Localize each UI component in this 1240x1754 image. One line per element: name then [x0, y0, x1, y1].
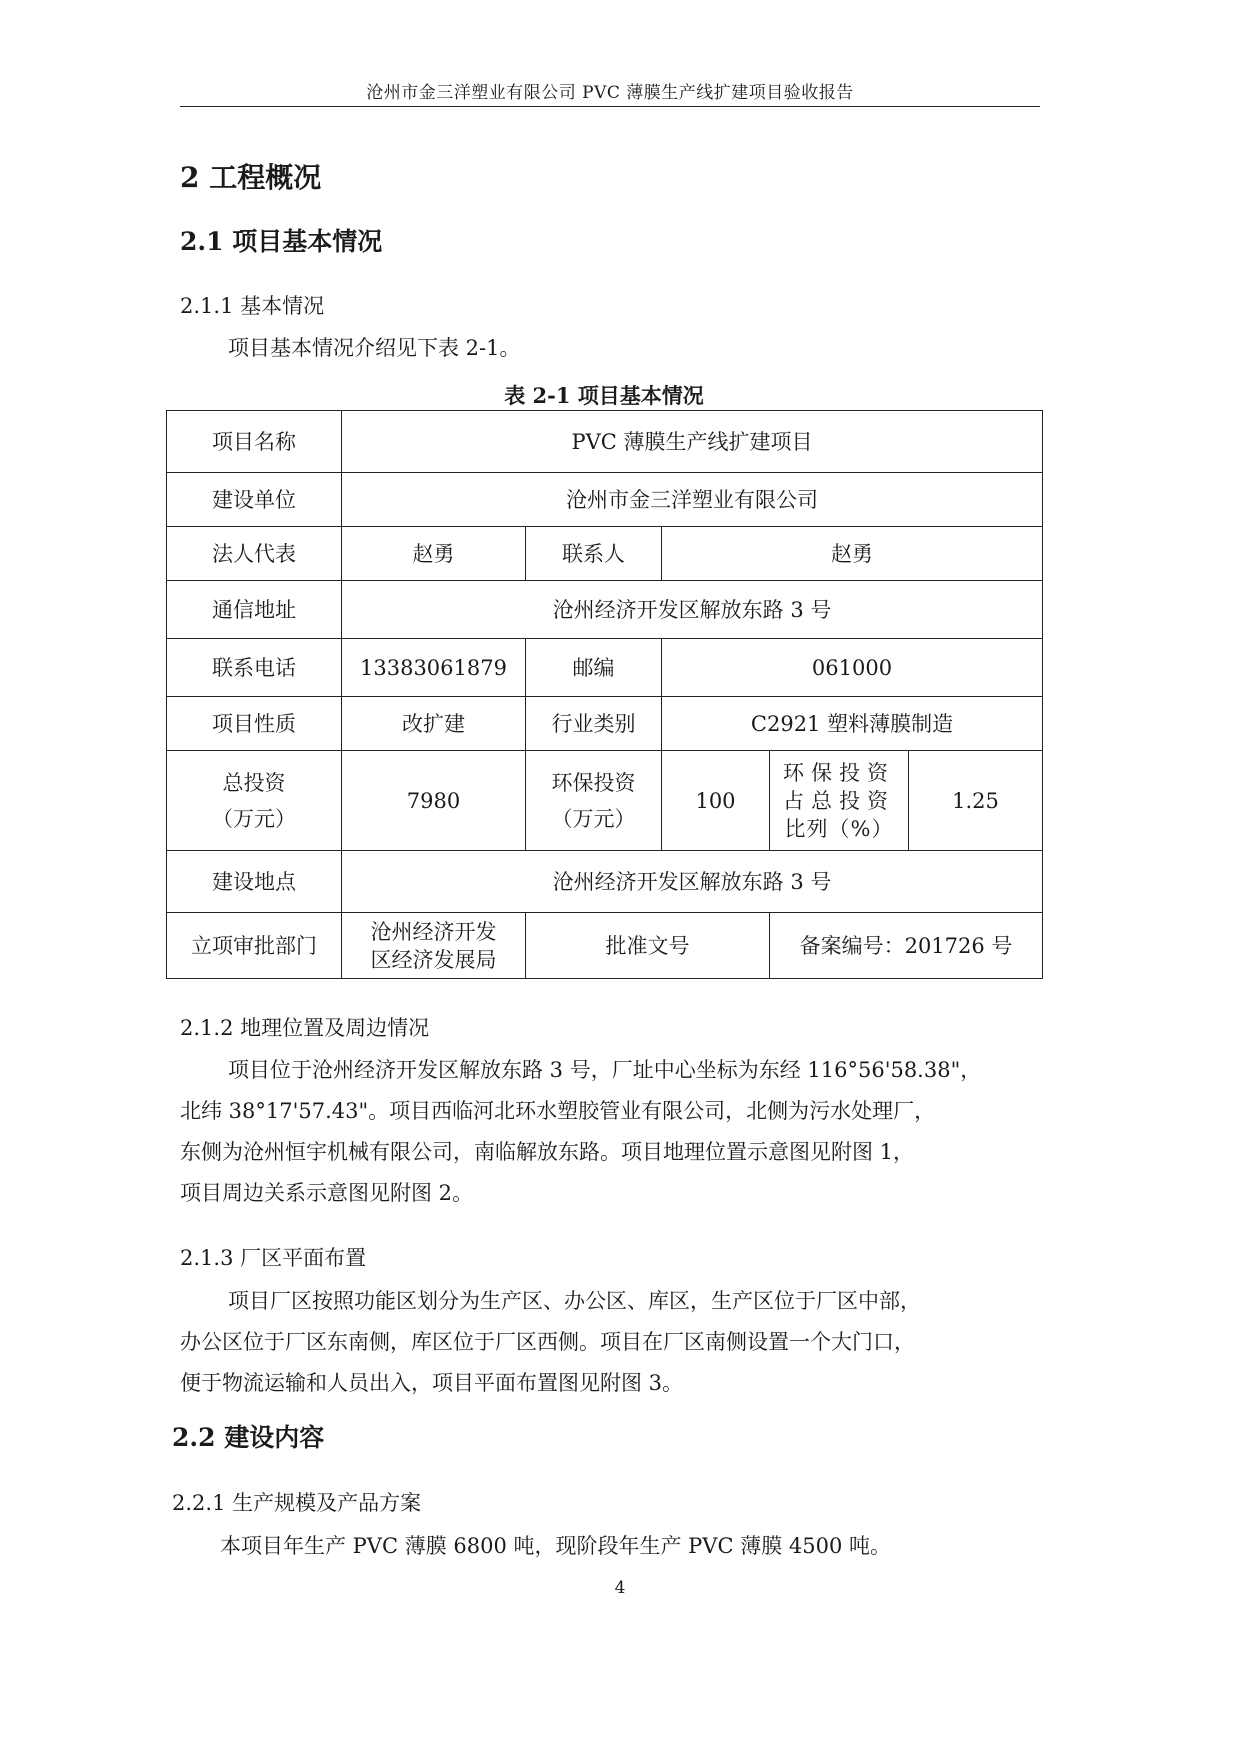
header-rule: [180, 106, 1040, 107]
section-2-1-3-heading: 2.1.3 厂区平面布置: [180, 1246, 367, 1270]
ratio-label: [770, 751, 909, 851]
ratio-label-line-3: 比列（%）: [784, 816, 894, 841]
location-paragraph: [180, 1050, 1060, 1214]
approval-dept-value: [342, 913, 526, 979]
project-basic-table: [166, 410, 1043, 979]
site-value: 沧州经济开发区解放东路 3 号: [342, 851, 1043, 913]
section-2-2-1-heading: 2.2.1 生产规模及产品方案: [172, 1491, 422, 1515]
section-2-1-2-heading: 2.1.2 地理位置及周边情况: [180, 1016, 430, 1040]
total-invest-label-line-2: （万元）: [212, 806, 296, 831]
total-invest-label: [167, 751, 342, 851]
phone-value: 13383061879: [342, 639, 526, 697]
total-invest-label-line-1: 总投资: [222, 770, 286, 795]
section-2-2-heading: 2.2 建设内容: [172, 1423, 325, 1452]
address-label: 通信地址: [167, 581, 342, 639]
layout-line: 办公区位于厂区东南侧，库区位于厂区西侧。项目在厂区南侧设置一个大门口，: [180, 1330, 915, 1354]
running-header: 沧州市金三洋塑业有限公司 PVC 薄膜生产线扩建项目验收报告: [366, 83, 854, 103]
industry-value: C2921 塑料薄膜制造: [662, 697, 1043, 751]
address-value: 沧州经济开发区解放东路 3 号: [342, 581, 1043, 639]
env-invest-label: [526, 751, 662, 851]
env-invest-label-line-1: 环保投资: [551, 770, 636, 795]
layout-line: 项目厂区按照功能区划分为生产区、办公区、库区，生产区位于厂区中部，: [228, 1289, 921, 1313]
table-caption: 表 2-1 项目基本情况: [504, 383, 704, 408]
builder-label: 建设单位: [167, 473, 342, 527]
project-name-value: PVC 薄膜生产线扩建项目: [342, 411, 1043, 473]
legal-rep-value: 赵勇: [342, 527, 526, 581]
approval-doc-label: 批准文号: [526, 913, 770, 979]
project-name-label: 项目名称: [167, 411, 342, 473]
location-line: 东侧为沧州恒宇机械有限公司，南临解放东路。项目地理位置示意图见附图 1，: [180, 1140, 915, 1164]
approval-dept-line-1: 沧州经济开发: [370, 919, 497, 944]
ratio-value: 1.25: [909, 751, 1043, 851]
ratio-label-line-2: 占总投资: [783, 788, 895, 813]
legal-rep-label: 法人代表: [167, 527, 342, 581]
nature-value: 改扩建: [342, 697, 526, 751]
total-invest-value: 7980: [342, 751, 526, 851]
site-label: 建设地点: [167, 851, 342, 913]
production-scale-text: 本项目年生产 PVC 薄膜 6800 吨，现阶段年生产 PVC 薄膜 4500 吨。: [220, 1534, 892, 1558]
postcode-value: 061000: [662, 639, 1043, 697]
section-2-1-heading: 2.1 项目基本情况: [180, 227, 383, 256]
layout-line: 便于物流运输和人员出入，项目平面布置图见附图 3。: [180, 1371, 684, 1395]
location-line: 北纬 38°17'57.43"。项目西临河北环水塑胶管业有限公司，北侧为污水处理厂，: [180, 1099, 936, 1123]
layout-paragraph: [180, 1281, 1060, 1404]
table-intro: 项目基本情况介绍见下表 2-1。: [228, 336, 521, 360]
industry-label: 行业类别: [526, 697, 662, 751]
ratio-label-line-1: 环保投资: [783, 760, 895, 785]
env-invest-label-line-2: （万元）: [551, 806, 636, 831]
contact-value: 赵勇: [662, 527, 1043, 581]
page-number: 4: [614, 1578, 626, 1598]
postcode-label: 邮编: [526, 639, 662, 697]
section-2-heading: 2 工程概况: [180, 161, 322, 194]
builder-value: 沧州市金三洋塑业有限公司: [342, 473, 1043, 527]
approval-dept-line-2: 区经济发展局: [370, 947, 497, 972]
approval-dept-label: 立项审批部门: [167, 913, 342, 979]
phone-label: 联系电话: [167, 639, 342, 697]
approval-doc-value: 备案编号：201726 号: [770, 913, 1043, 979]
env-invest-value: 100: [662, 751, 770, 851]
section-2-1-1-heading: 2.1.1 基本情况: [180, 294, 325, 318]
location-line: 项目位于沧州经济开发区解放东路 3 号，厂址中心坐标为东经 116°56'58.38"，: [228, 1058, 982, 1082]
location-line: 项目周边关系示意图见附图 2。: [180, 1181, 474, 1205]
nature-label: 项目性质: [167, 697, 342, 751]
contact-label: 联系人: [526, 527, 662, 581]
